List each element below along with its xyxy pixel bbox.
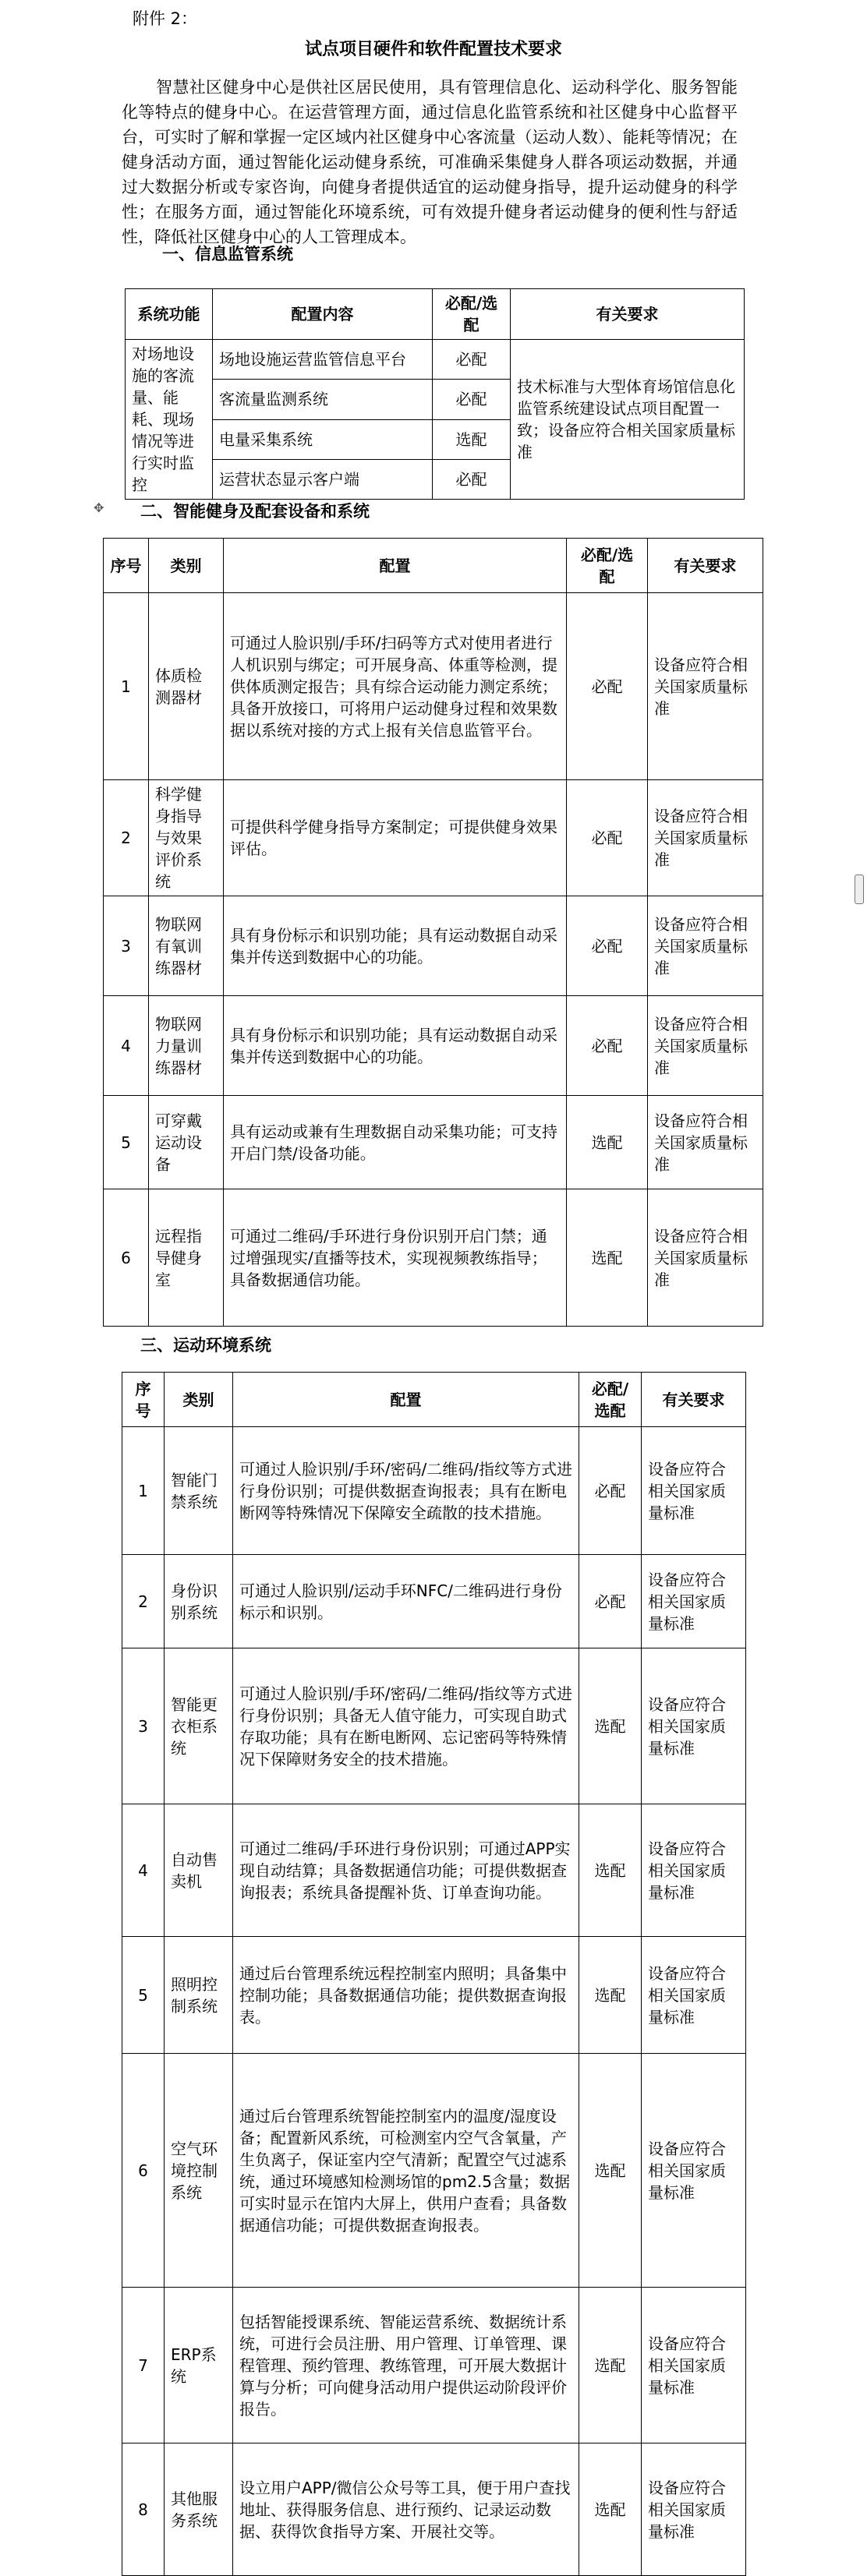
document-title: 试点项目硬件和软件配置技术要求 <box>304 40 562 59</box>
type-cell: 必配 <box>433 459 511 499</box>
header-cell: 配置内容 <box>213 289 433 340</box>
table-row <box>104 896 763 996</box>
table-row <box>122 2443 746 2576</box>
type-cell: 选配 <box>567 1189 648 1327</box>
row-number: 4 <box>104 996 149 1096</box>
table-row <box>104 1189 763 1327</box>
header-cell: 配置 <box>233 1373 579 1427</box>
intro-paragraph: 智慧社区健身中心是供社区居民使用，具有管理信息化、运动科学化、服务智能化等特点的健身中心。在运营管理方面，通过信息化监管系统和社区健身中心监督平台，可实时了解和掌握一定区域内社区健身中心客流量（运动人数）、能耗等情况；在健身活动方面，通过智能化运动健身系统，可准确采集健身人群各项运动数据，并通过大数据分析或专家咨询，向健身者提供适宜的运动健身指导，提升运动健身的科学性；在服务方面，通过智能化环境系统，可有效提升健身者运动健身的便利性与舒适性，降低社区健身中心的人工管理成本。 <box>122 78 738 246</box>
header-cell: 必配/选配 <box>579 1373 642 1427</box>
type-cell: 必配 <box>567 780 648 896</box>
table-header-row <box>104 539 763 593</box>
type-cell: 必配 <box>579 1555 642 1648</box>
type-cell: 选配 <box>579 2054 642 2288</box>
type-cell: 选配 <box>579 1804 642 1937</box>
header-cell: 必配/选配 <box>433 289 511 340</box>
header-cell: 有关要求 <box>511 289 745 340</box>
category-cell: ERP系统 <box>165 2288 233 2443</box>
category-cell: 物联网有氧训练器材 <box>149 896 224 996</box>
header-cell: 序号 <box>122 1373 165 1427</box>
page-edge-handle[interactable] <box>855 875 864 904</box>
requirement-cell: 设备应符合相关国家质量标准 <box>648 780 763 896</box>
row-number: 8 <box>122 2443 165 2576</box>
section-2-heading: 二、智能健身及配套设备和系统 <box>140 502 370 521</box>
config-cell: 通过后台管理系统远程控制室内照明；具备集中控制功能；具备数据通信功能；提供数据查询报表。 <box>233 1937 579 2054</box>
type-cell: 必配 <box>567 896 648 996</box>
requirement-cell: 设备应符合相关国家质量标准 <box>642 1648 746 1804</box>
type-cell: 选配 <box>433 419 511 459</box>
requirement-cell: 设备应符合相关国家质量标准 <box>648 1189 763 1327</box>
category-cell: 智能更衣柜系统 <box>165 1648 233 1804</box>
category-cell: 智能门禁系统 <box>165 1427 233 1555</box>
row-number: 1 <box>122 1427 165 1555</box>
config-cell: 可通过人脸识别/手环/扫码等方式对使用者进行人机识别与绑定；可开展身高、体重等检测，提供体质测定报告；具有综合运动能力测定系统；具备开放接口，可将用户运动健身过程和效果数据以系统对接的方式上报有关信息监管平台。 <box>224 593 567 780</box>
config-cell: 可提供科学健身指导方案制定；可提供健身效果评估。 <box>224 780 567 896</box>
row-number: 5 <box>122 1937 165 2054</box>
table-row <box>104 1096 763 1189</box>
type-cell: 必配 <box>567 593 648 780</box>
content-cell: 运营状态显示客户端 <box>213 459 433 499</box>
header-cell: 有关要求 <box>648 539 763 593</box>
table-row <box>122 1427 746 1555</box>
type-cell: 必配 <box>433 340 511 380</box>
table-row <box>122 1555 746 1648</box>
table-row <box>122 2054 746 2288</box>
config-cell: 具有身份标示和识别功能；具有运动数据自动采集并传送到数据中心的功能。 <box>224 896 567 996</box>
config-cell: 可通过二维码/手环进行身份识别开启门禁；通过增强现实/直播等技术，实现视频教练指导；具备数据通信功能。 <box>224 1189 567 1327</box>
smart-fitness-table <box>103 538 763 1327</box>
info-supervision-table <box>125 288 745 500</box>
header-cell: 类别 <box>149 539 224 593</box>
config-cell: 可通过二维码/手环进行身份识别；可通过APP实现自动结算；具备数据通信功能；可提供数据查询报表；系统具备提醒补货、订单查询功能。 <box>233 1804 579 1937</box>
requirement-cell: 设备应符合相关国家质量标准 <box>642 1555 746 1648</box>
category-cell: 自动售卖机 <box>165 1804 233 1937</box>
category-cell: 物联网力量训练器材 <box>149 996 224 1096</box>
requirement-cell: 设备应符合相关国家质量标准 <box>648 1096 763 1189</box>
attachment-label: 附件 2： <box>133 9 198 28</box>
config-cell: 可通过人脸识别/手环/密码/二维码/指纹等方式进行身份识别；具备无人值守能力，可实现自助式存取功能；具有在断电断网、忘记密码等特殊情况下保障财务安全的技术措施。 <box>233 1648 579 1804</box>
requirement-cell: 设备应符合相关国家质量标准 <box>648 593 763 780</box>
content-cell: 客流量监测系统 <box>213 380 433 419</box>
type-cell: 选配 <box>579 1937 642 2054</box>
config-cell: 可通过人脸识别/运动手环NFC/二维码进行身份标示和识别。 <box>233 1555 579 1648</box>
row-number: 3 <box>122 1648 165 1804</box>
sports-environment-table <box>122 1372 746 2576</box>
requirement-cell: 设备应符合相关国家质量标准 <box>642 2054 746 2288</box>
header-cell: 序号 <box>104 539 149 593</box>
header-cell: 必配/选配 <box>567 539 648 593</box>
category-cell: 远程指导健身室 <box>149 1189 224 1327</box>
config-cell: 设立用户APP/微信公众号等工具，便于用户查找地址、获得服务信息、进行预约、记录运动数据、获得饮食指导方案、开展社交等。 <box>233 2443 579 2576</box>
type-cell: 必配 <box>579 1427 642 1555</box>
header-cell: 有关要求 <box>642 1373 746 1427</box>
section-1-heading: 一、信息监管系统 <box>162 245 293 263</box>
table-row <box>122 2288 746 2443</box>
requirement-cell: 设备应符合相关国家质量标准 <box>642 1804 746 1937</box>
type-cell: 选配 <box>579 1648 642 1804</box>
table-row <box>104 780 763 896</box>
content-cell: 电量采集系统 <box>213 419 433 459</box>
row-number: 4 <box>122 1804 165 1937</box>
table-row <box>122 1804 746 1937</box>
table-header-row <box>122 1373 746 1427</box>
category-cell: 照明控制系统 <box>165 1937 233 2054</box>
function-cell: 对场地设施的客流量、能耗、现场情况等进行实时监控 <box>126 340 213 500</box>
type-cell: 选配 <box>567 1096 648 1189</box>
category-cell: 科学健身指导与效果评价系统 <box>149 780 224 896</box>
table-row <box>104 593 763 780</box>
row-number: 7 <box>122 2288 165 2443</box>
row-number: 5 <box>104 1096 149 1189</box>
row-number: 2 <box>104 780 149 896</box>
category-cell: 身份识别系统 <box>165 1555 233 1648</box>
table-header-row <box>126 289 745 340</box>
header-cell: 系统功能 <box>126 289 213 340</box>
config-cell: 通过后台管理系统智能控制室内的温度/湿度设备；配置新风系统，可检测室内空气含氧量，产生负离子，保证室内空气清新；配置空气过滤系统，通过环境感知检测场馆的pm2.5含量；数据可实时显示在馆内大屏上，供用户查看；具备数据通信功能；可提供数据查询报表。 <box>233 2054 579 2288</box>
requirement-cell: 设备应符合相关国家质量标准 <box>642 1427 746 1555</box>
requirement-cell: 设备应符合相关国家质量标准 <box>642 2443 746 2576</box>
config-cell: 包括智能授课系统、智能运营系统、数据统计系统，可进行会员注册、用户管理、订单管理、课程管理、预约管理、教练管理，可开展大数据计算与分析；可向健身活动用户提供运动阶段评价报告。 <box>233 2288 579 2443</box>
section-3-heading: 三、运动环境系统 <box>140 1336 271 1355</box>
category-cell: 体质检测器材 <box>149 593 224 780</box>
content-cell: 场地设施运营监管信息平台 <box>213 340 433 380</box>
category-cell: 可穿戴运动设备 <box>149 1096 224 1189</box>
table-row <box>122 1648 746 1804</box>
table-row <box>122 1937 746 2054</box>
type-cell: 选配 <box>579 2288 642 2443</box>
row-number: 3 <box>104 896 149 996</box>
type-cell: 必配 <box>567 996 648 1096</box>
header-cell: 类别 <box>165 1373 233 1427</box>
requirement-cell: 设备应符合相关国家质量标准 <box>642 2288 746 2443</box>
row-number: 6 <box>104 1189 149 1327</box>
type-cell: 必配 <box>433 380 511 419</box>
table-row <box>104 996 763 1096</box>
table-row <box>126 340 745 380</box>
row-number: 2 <box>122 1555 165 1648</box>
row-number: 1 <box>104 593 149 780</box>
config-cell: 具有身份标示和识别功能；具有运动数据自动采集并传送到数据中心的功能。 <box>224 996 567 1096</box>
category-cell: 其他服务系统 <box>165 2443 233 2576</box>
requirement-cell: 设备应符合相关国家质量标准 <box>648 896 763 996</box>
row-number: 6 <box>122 2054 165 2288</box>
requirement-cell: 技术标准与大型体育场馆信息化监管系统建设试点项目配置一致；设备应符合相关国家质量标准 <box>511 340 745 500</box>
category-cell: 空气环境控制系统 <box>165 2054 233 2288</box>
requirement-cell: 设备应符合相关国家质量标准 <box>642 1937 746 2054</box>
requirement-cell: 设备应符合相关国家质量标准 <box>648 996 763 1096</box>
type-cell: 选配 <box>579 2443 642 2576</box>
table-move-handle-icon[interactable]: ✥ <box>94 500 104 515</box>
header-cell: 配置 <box>224 539 567 593</box>
config-cell: 可通过人脸识别/手环/密码/二维码/指纹等方式进行身份识别；可提供数据查询报表；具有在断电断网等特殊情况下保障安全疏散的技术措施。 <box>233 1427 579 1555</box>
config-cell: 具有运动或兼有生理数据自动采集功能；可支持开启门禁/设备功能。 <box>224 1096 567 1189</box>
